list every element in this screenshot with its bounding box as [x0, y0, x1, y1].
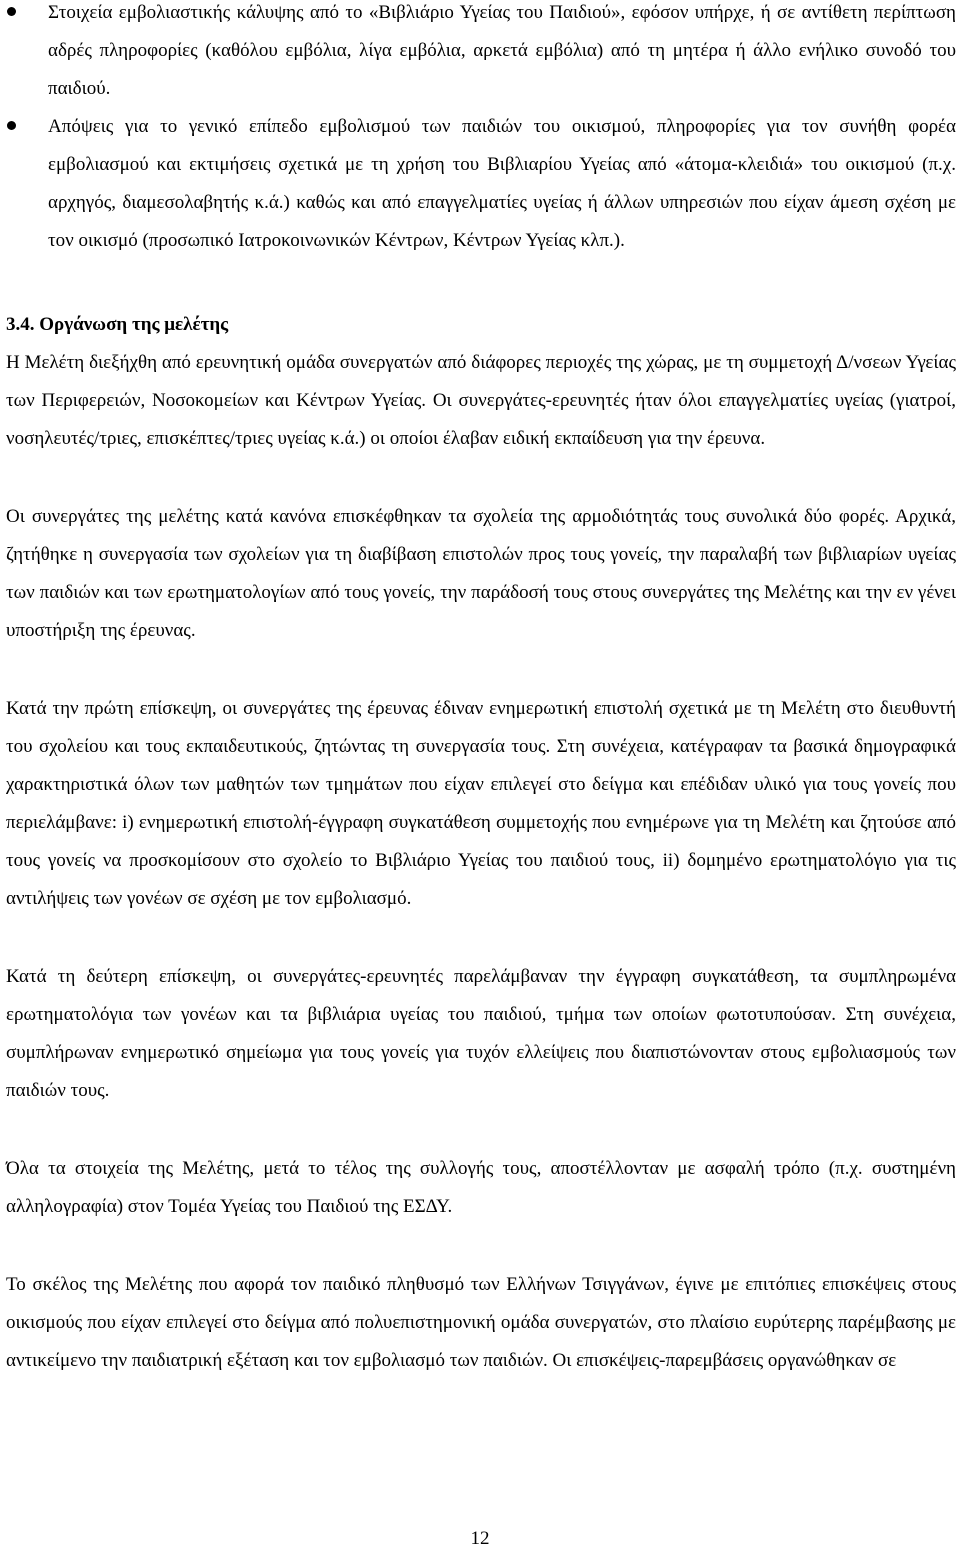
bullet-item — [6, 0, 956, 108]
paragraph: Οι συνεργάτες της μελέτης κατά κανόνα επισκέφθηκαν τα σχολεία της αρμοδιότητάς τους συνολικά δύο φορές. Αρχικά, ζητήθηκε η συνεργασία των σχολείων για τη διαβίβαση επιστολών προς τους γονείς, την παραλαβή των βιβλιαρίων υγείας των παιδιών και των ερωτηματολογίων από τους γονείς, την παράδοσή τους στους συνεργάτες της Μελέτης και την εν γένει υποστήριξη της έρευνας. — [6, 506, 956, 641]
page-number: 12 — [470, 1528, 490, 1549]
paragraph: Κατά τη δεύτερη επίσκεψη, οι συνεργάτες-ερευνητές παρελάμβαναν την έγγραφη συγκατάθεση, τα συμπληρωμένα ερωτηματολόγια των γονέων και τα βιβλιάρια υγείας του παιδιού, τμήμα των οποίων φωτοτυπούσαν. Στη συνέχεια, συμπλήρωναν ενημερωτικό σημείωμα για τους γονείς για τυχόν ελλείψεις που διαπιστώνονταν στους εμβολιασμούς των παιδιών τους. — [6, 966, 956, 1101]
bullet-text: Στοιχεία εμβολιαστικής κάλυψης από το «Βιβλιάριο Υγείας του Παιδιού», εφόσον υπήρχε, ή σε αντίθετη περίπτωση αδρές πληροφορίες (καθόλου εμβόλια, λίγα εμβόλια, αρκετά εμβόλια) από τη μητέρα ή άλλο ενήλικο συνοδό του παιδιού. — [48, 2, 956, 99]
bullet-dot-icon — [7, 7, 16, 16]
paragraph: Όλα τα στοιχεία της Μελέτης, μετά το τέλος της συλλογής τους, αποστέλλονταν με ασφαλή τρόπο (π.χ. συστημένη αλληλογραφία) στον Τομέα Υγείας του Παιδιού της ΕΣΔΥ. — [6, 1158, 956, 1217]
bullet-list — [6, 0, 956, 260]
bullet-item — [6, 108, 956, 260]
paragraph: Η Μελέτη διεξήχθη από ερευνητική ομάδα συνεργατών από διάφορες περιοχές της χώρας, με τη συμμετοχή Δ/νσεων Υγείας των Περιφερειών, Νοσοκομείων και Κέντρων Υγείας. Οι συνεργάτες-ερευνητές ήταν όλοι επαγγελματίες υγείας (γιατροί, νοσηλευτές/τριες, επισκέπτες/τριες υγείας κ.ά.) οι οποίοι έλαβαν ειδική εκπαίδευση για την έρευνα. — [6, 352, 956, 449]
paragraph: Κατά την πρώτη επίσκεψη, οι συνεργάτες της έρευνας έδιναν ενημερωτική επιστολή σχετικά με τη Μελέτη στο διευθυντή του σχολείου και τους εκπαιδευτικούς, ζητώντας τη συνεργασία τους. Στη συνέχεια, κατέγραφαν τα βασικά δημογραφικά χαρακτηριστικά όλων των μαθητών των τμημάτων που είχαν επιλεγεί στο δείγμα και επέδιδαν υλικό για τους γονείς που περιελάμβανε: i) ενημερωτική επιστολή-έγγραφη συγκατάθεση συμμετοχής που ενημέρωνε για τη Μελέτη και ζητούσε από τους γονείς να προσκομίσουν στο σχολείο το Βιβλιάριο Υγείας του παιδιού τους, ii) δομημένο ερωτηματολόγιο για τις αντιλήψεις των γονέων σε σχέση με τον εμβολιασμό. — [6, 698, 956, 909]
bullet-dot-icon — [7, 121, 16, 130]
section-heading: 3.4. Οργάνωση της μελέτης — [6, 314, 229, 335]
paragraph: Το σκέλος της Μελέτης που αφορά τον παιδικό πληθυσμό των Ελλήνων Τσιγγάνων, έγινε με επιτόπιες επισκέψεις στους οικισμούς που είχαν επιλεγεί στο δείγμα από πολυεπιστημονική ομάδα συνεργατών, στο πλαίσιο ευρύτερης παρέμβασης με αντικείμενο την παιδιατρική εξέταση και τον εμβολιασμό των παιδιών. Οι επισκέψεις-παρεμβάσεις οργανώθηκαν σε — [6, 1274, 956, 1371]
bullet-text: Απόψεις για το γενικό επίπεδο εμβολισμού των παιδιών του οικισμού, πληροφορίες για τον συνήθη φορέα εμβολιασμού και εκτιμήσεις σχετικά με τη χρήση του Βιβλιαρίου Υγείας από «άτομα-κλειδιά» του οικισμού (π.χ. αρχηγός, διαμεσολαβητής κ.ά.) καθώς και από επαγγελματίες υγείας ή άλλων υπηρεσιών που είχαν άμεση σχέση με τον οικισμό (προσωπικό Ιατροκοινωνικών Κέντρων, Κέντρων Υγείας κλπ.). — [48, 116, 956, 251]
page-content — [6, 0, 956, 1380]
